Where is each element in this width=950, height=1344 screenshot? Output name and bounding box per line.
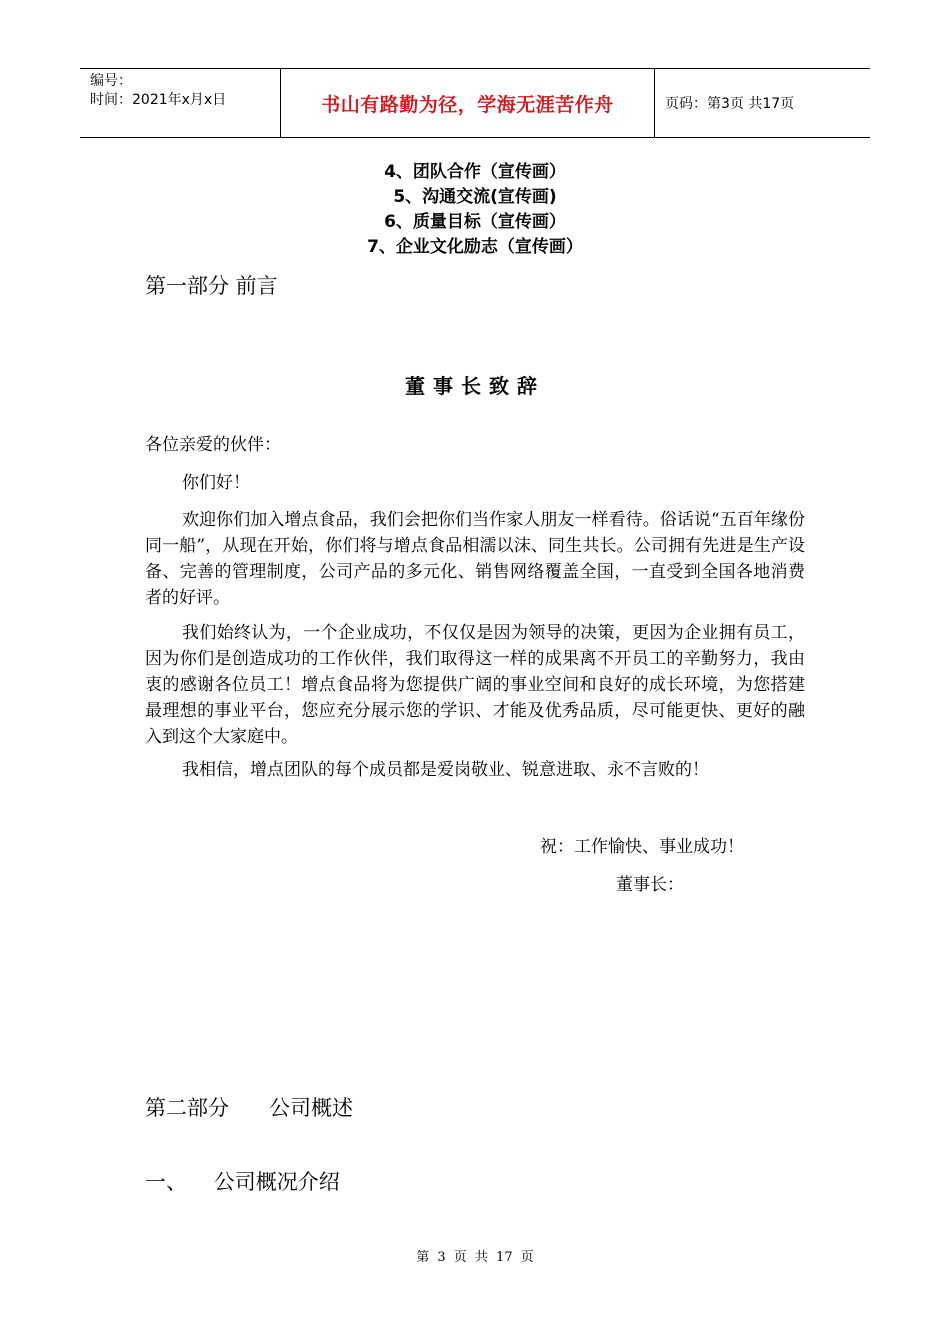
speech-paragraph-2: 我们始终认为，一个企业成功，不仅仅是因为领导的决策，更因为企业拥有员工，因为你们是创造成功的工作伙伴，我们取得这一样的成果离不开员工的辛勤努力，我由衷的感谢各位员工！增点食品将为您提供广阔的事业空间和良好的成长环境，为您搭建最理想的事业平台，您应充分展示您的学识、才能及优秀品质，尽可能更快、更好的融入到这个大家庭中。 [145,623,805,747]
header-motto: 书山有路勤为径，学海无涯苦作舟 [321,93,614,116]
speech-title: 董事长致辞 [405,374,545,398]
speech-greeting: 你们好！ [182,473,250,493]
toc-item: 5、沟通交流(宣传画) [393,187,557,207]
speech-paragraph-3: 我相信，增点团队的每个成员都是爱岗敬业、锐意进取、永不言败的！ [182,760,709,780]
toc-list [0,160,950,260]
toc-item: 7、企业文化励志（宣传画） [367,237,583,257]
header-meta [80,69,281,137]
toc-item: 4、团队合作（宣传画） [384,162,566,182]
document-number: 编号： [90,73,132,89]
speech-paragraph-1: 欢迎你们加入增点食品，我们会把你们当作家人朋友一样看待。俗话说“五百年缘份同一船”，从现在开始，你们将与增点食品相濡以沫、同生共长。公司拥有先进是生产设备、完善的管理制度，公司产品的多元化、销售网络覆盖全国，一直受到全国各地消费者的好评。 [145,510,805,608]
toc-item: 6、质量目标（宣传画） [384,212,566,232]
speech-wish: 祝：工作愉快、事业成功！ [540,837,744,857]
page-footer: 第 3 页 共 17 页 [416,1250,534,1265]
speech-signature: 董事长： [616,875,684,895]
header-motto-cell [281,69,655,137]
page-header [80,68,870,138]
document-time: 时间：2021年x月x日 [90,92,227,108]
part2-subtitle: 一、 公司概况介绍 [145,1170,340,1194]
part1-title: 第一部分 前言 [145,274,278,298]
part2-title: 第二部分 公司概述 [145,1096,354,1120]
header-page-code: 页码：第3页 共17页 [665,96,795,112]
speech-salutation: 各位亲爱的伙伴： [145,435,281,455]
